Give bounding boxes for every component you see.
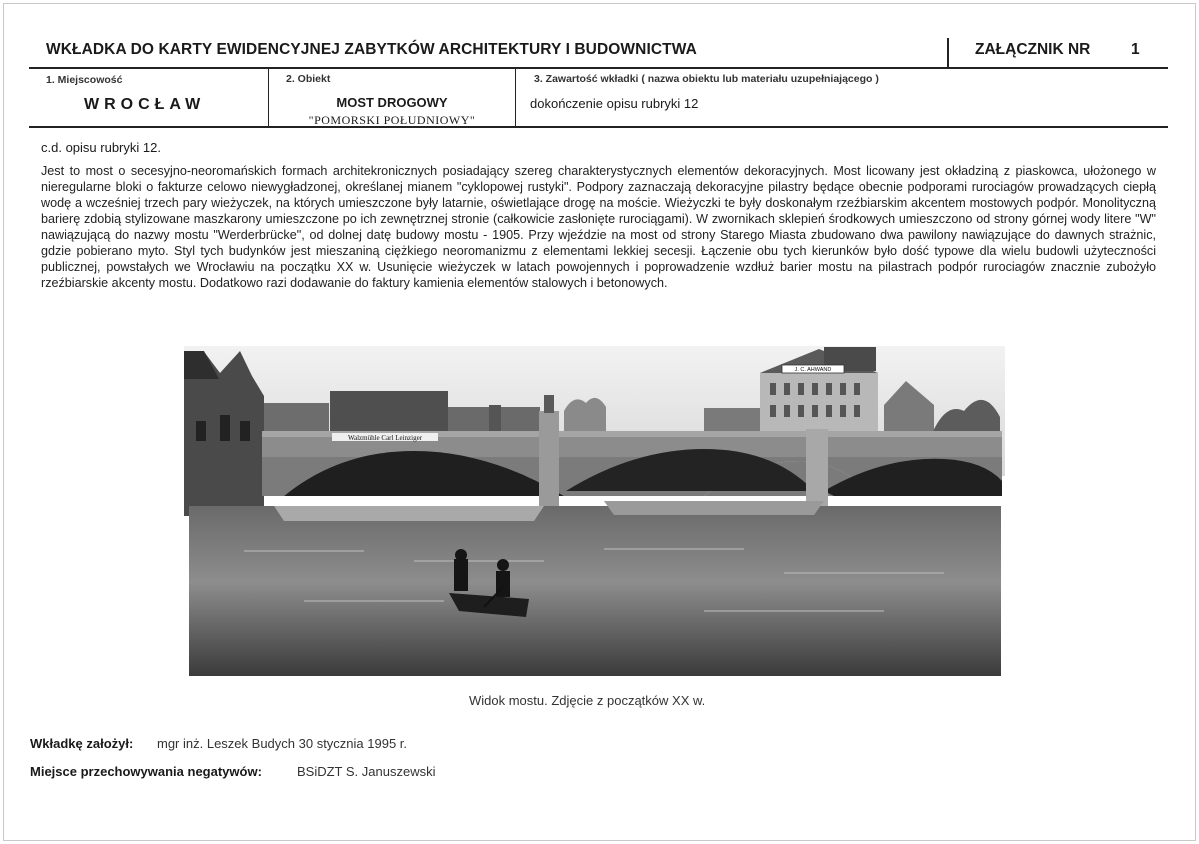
created-by-label: Wkładkę założył:	[30, 736, 134, 751]
created-by-value: mgr inż. Leszek Budych 30 stycznia 1995 r.	[157, 736, 408, 751]
bridge-photo	[184, 311, 1005, 678]
content-value: dokończenie opisu rubryki 12	[530, 96, 699, 111]
continuation-heading: c.d. opisu rubryki 12.	[41, 140, 161, 155]
locality-value: WROCŁAW	[84, 96, 206, 113]
attachment-number: 1	[1131, 41, 1140, 58]
negatives-location-value: BSiDZT S. Januszewski	[297, 764, 436, 779]
photo-sign-right: J. C. AHWAND	[794, 367, 832, 373]
attachment-label: ZAŁĄCZNIK NR	[975, 41, 1091, 58]
document-title: WKŁADKA DO KARTY EWIDENCYJNEJ ZABYTKÓW ARCHITEKTURY I BUDOWNICTWA	[46, 41, 697, 58]
header-divider	[947, 38, 949, 67]
field-divider-1	[268, 69, 269, 127]
content-label: 3. Zawartość wkładki ( nazwa obiektu lub materiału uzupełniającego )	[534, 73, 879, 85]
photo-caption: Widok mostu. Zdjęcie z początków XX w.	[469, 693, 706, 708]
object-label: 2. Obiekt	[286, 73, 331, 85]
locality-label: 1. Miejscowość	[46, 74, 123, 86]
field-divider-2	[515, 69, 516, 127]
pier-left	[539, 411, 559, 519]
river-water	[189, 506, 1001, 676]
photo-sign-left: Walzmühle Carl Leinziger	[347, 434, 423, 442]
description-paragraph: Jest to most o secesyjno-neoromańskich formach architekronicznych posiadający szereg charakterystycznych elementów dekoracyjnych. Most licowany jest okładziną z piaskowca, ułożonego w nieregularne bloki o fakturze celowo niewygładzonej, określanej mianem "cyklopowej rustyki". Podpory zaznaczają dekoracyjne pilastry będące obecnie podporami rurociagów prowadzących ciepłą wodę a wcześniej trzech pary wieżyczek, na których umieszczone były latarnie, oświetlające drogę na moście. Wieżyczki te były doskonałym rzeźbiarskim akcentem mostowych podpór. Monolityczną barierę zdobią stylizowane maszkarony umieszczone po ich zewnętrznej stronie (całkowicie zasłonięte rurociągami). W zwornikach sklepień środkowych umieszczono od strony górnej wody litere "W" nawiązującą do nazwy mostu "Werderbrücke", od dolnej datę budowy mostu - 1905. Przy wjeździe na most od strony Starego Miasta zbudowano dwa pawilony nawiązujące do dawnych strażnic, gdzie pobierano myto. Styl tych budynków jest mieszaniną ciężkiego neoromanizmu z elementami lekkiej secesji. Łączenie obu tych kierunków było dość typowe dla wielu budowli użyteczności publicznej, powstałych we Wrocławiu na początku XX w. Usunięcie wieżyczek w latach powojennych i poprowadzenie wzdłuż barier mostu na pilastrach podpór rurociagów znacznie zubożyło rzeźbiarskie akcenty mostu. Dodatkowo razi dodawanie do faktury kamienia elementów stalowych i betonowych.	[41, 164, 1156, 291]
object-subvalue: "POMORSKI POŁUDNIOWY"	[308, 113, 476, 127]
negatives-location-label: Miejsce przechowywania negatywów:	[30, 764, 262, 779]
header-rule-bottom	[29, 126, 1168, 128]
object-value: MOST DROGOWY	[336, 95, 448, 110]
header-rule-top	[29, 67, 1168, 69]
mill-building	[330, 391, 448, 437]
